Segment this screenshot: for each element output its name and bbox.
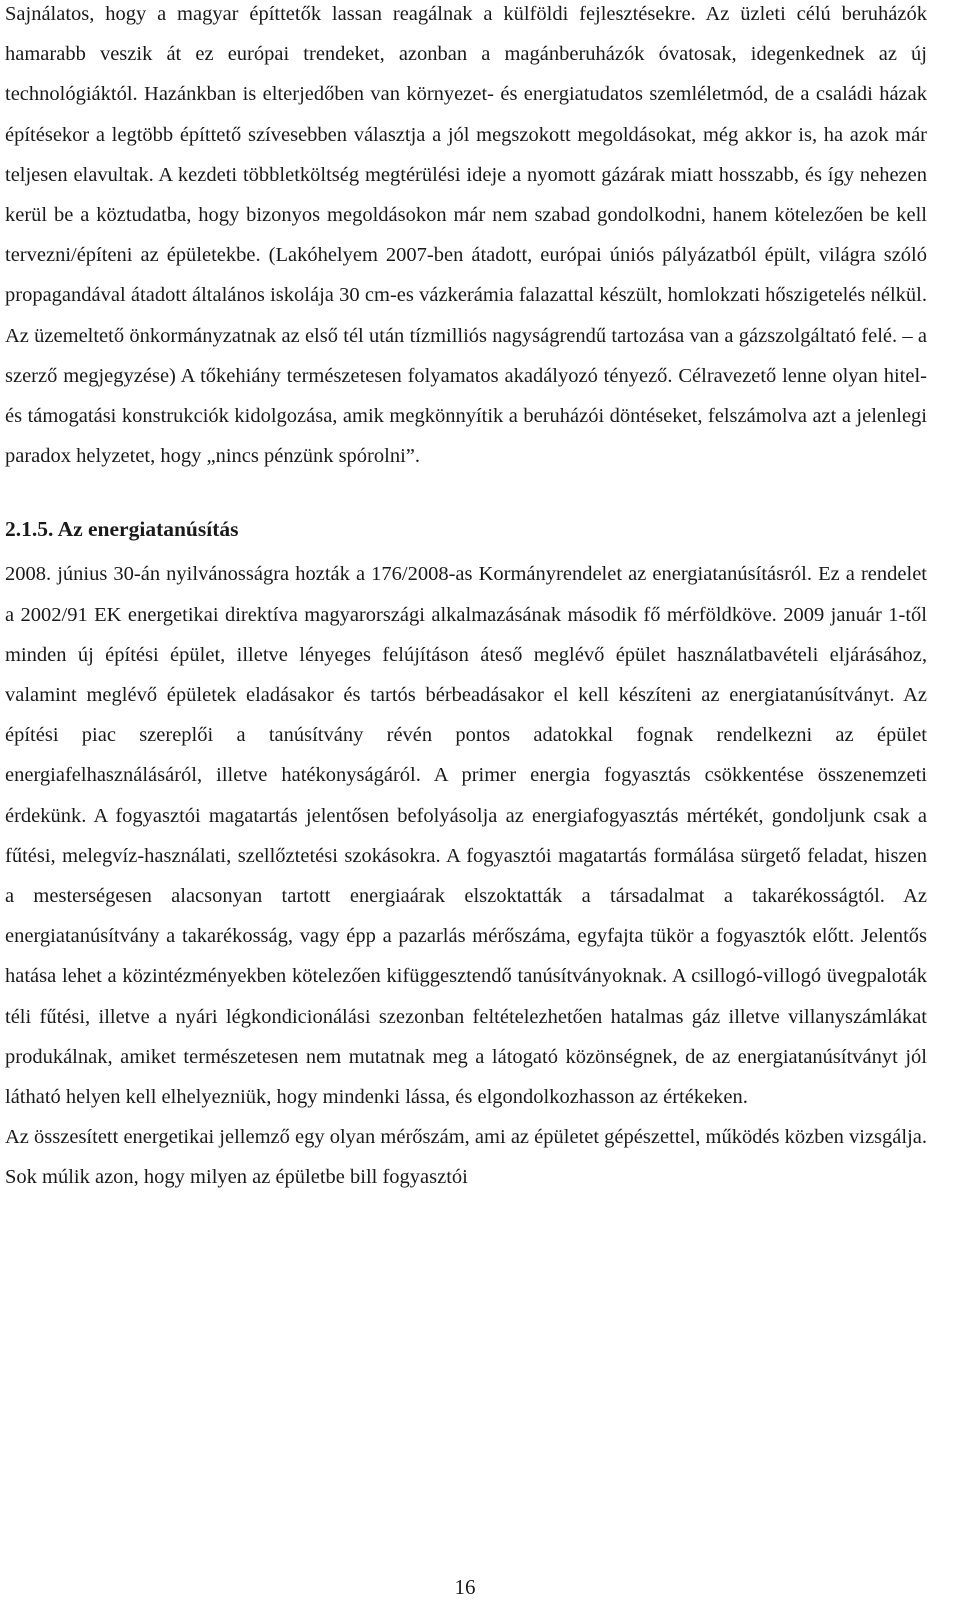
document-page — [5, 0, 927, 1198]
body-paragraph: Az összesített energetikai jellemző egy olyan mérőszám, ami az épületet gépészettel, működés közben vizsgálja. Sok múlik azon, hogy milyen az épületbe bill fogyasztói — [5, 1126, 927, 1189]
body-paragraph: 2008. június 30-án nyilvánosságra hozták a 176/2008-as Kormányrendelet az energiatanúsításról. Ez a rendelet a 2002/91 EK energetikai direktíva magyarországi alkalmazásának második fő mérföldköve. 2009 január 1-től minden új építési épület, illetve lényeges felújításon áteső meglévő épület használatbavételi eljárásához, valamint meglévő épületek eladásakor és tartós bérbeadásakor el kell készíteni az energiatanúsítványt. Az építési piac szereplői a tanúsítvány révén pontos adatokkal fognak rendelkezni az épület energiafelhasználásáról, illetve hatékonyságáról. A primer energia fogyasztás csökkentése összenemzeti érdekünk. A fogyasztói magatartás jelentősen befolyásolja az energiafogyasztás mértékét, gondoljunk csak a fűtési, melegvíz-használati, szellőztetési szokásokra. A fogyasztói magatartás formálása sürgető feladat, hiszen a mesterségesen alacsonyan tartott energiaárak elszoktatták a társadalmat a takarékosságtól. Az energiatanúsítvány a takarékosság, vagy épp a pazarlás mérőszáma, egyfajta tükör a fogyasztók előtt. Jelentős hatása lehet a közintézményekben kötelezően kifüggesztendő tanúsítványoknak. A csillogó-villogó üvegpaloták téli fűtési, illetve a nyári légkondicionálási szezonban feltételezhetően hatalmas gáz illetve villanyszámlákat produkálnak, amiket természetesen nem mutatnak meg a látogató közönségnek, de az energiatanúsítványt jól látható helyen kell elhelyezniük, hogy mindenki lássa, és elgondolkozhasson az értékeken. — [5, 563, 927, 1109]
page-number: 16 — [454, 1575, 476, 1599]
body-paragraph: Sajnálatos, hogy a magyar építtetők lassan reagálnak a külföldi fejlesztésekre. Az üzleti célú beruházók hamarabb veszik át ez európai trendeket, azonban a magánberuházók óvatosak, idegenkednek az új technológiáktól. Hazánkban is elterjedőben van környezet- és energiatudatos szemléletmód, de a családi házak építésekor a legtöbb építtető szívesebben választja a jól megszokott megoldásokat, még akkor is, ha azok már teljesen elavultak. A kezdeti többletköltség megtérülési ideje a nyomott gázárak miatt hosszabb, és így nehezen kerül be a köztudatba, hogy bizonyos megoldásokon már nem szabad gondolkodni, hanem kötelezően be kell tervezni/építeni az épületekbe. (Lakóhelyem 2007-ben átadott, európai úniós pályázatból épült, világra szóló propagandával átadott általános iskolája 30 cm-es vázkerámia falazattal készült, homlokzati hőszigetelés nélkül. Az üzemeltető önkormányzatnak az első tél után tízmilliós nagyságrendű tartozása van a gázszolgáltató felé. – a szerző megjegyzése) A tőkehiány természetesen folyamatos akadályozó tényező. Célravezető lenne olyan hitel- és támogatási konstrukciók kidolgozása, amik megkönnyítik a beruházói döntéseket, felszámolva azt a jelenlegi paradox helyzetet, hogy „nincs pénzünk spórolni”. — [5, 3, 927, 468]
section-heading: 2.1.5. Az energiatanúsítás — [5, 517, 239, 542]
